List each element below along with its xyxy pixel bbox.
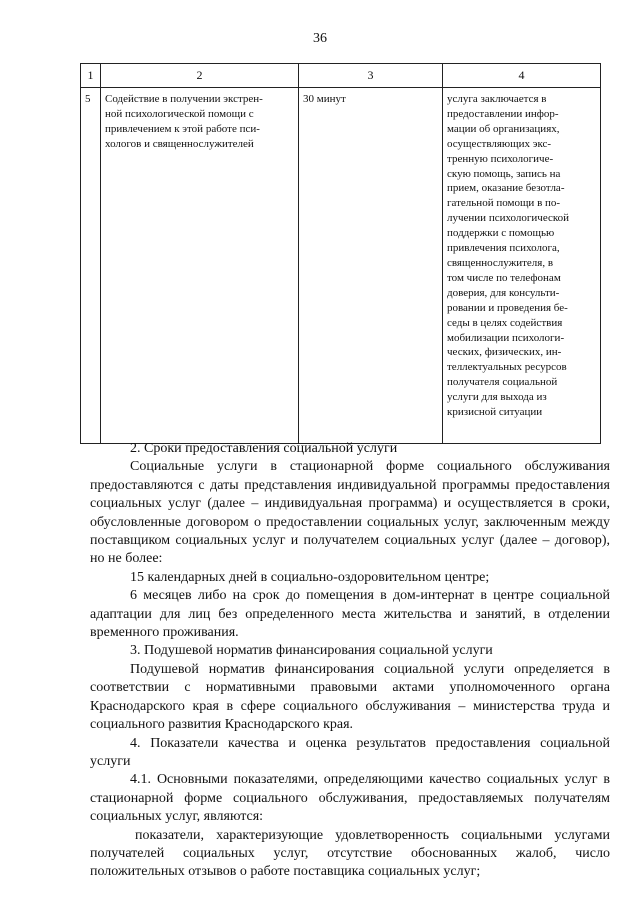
description-line: том числе по телефонам (447, 271, 561, 284)
description-line: получателя социальной (447, 376, 558, 389)
paragraph: 6 месяцев либо на срок до помещения в дом-интернат в центре социальной адаптации для лиц без определенного места жительства и занятий, в отделении временного проживания. (90, 588, 610, 641)
service-name-cell (101, 88, 299, 444)
description-line: услуги для выхода из (447, 391, 547, 404)
header-cell-2: 2 (101, 64, 299, 88)
description-line: гательной помощи в по- (447, 197, 561, 210)
description-line: привлечения психолога, (447, 242, 560, 255)
section-heading-3: 3. Подушевой норматив финансирования социальной услуги (130, 643, 493, 659)
services-table (80, 63, 601, 444)
paragraph: Социальные услуги в стационарной форме социального обслуживания предоставляются с даты представления индивидуальной программы предоставления социальных услуг (далее – индивидуальная программа) и осуществляется в сроки, обусловленные договором о предоставлении социальных услуг, заключенным между поставщиком социальных услуг и получателем социальных услуг (далее – договор), но не более: (90, 459, 610, 567)
paragraph: 4.1. Основными показателями, определяющими качество социальных услуг в стационарной форме социального обслуживания, предоставляемых получателям социальных услуг, являются: (90, 772, 610, 825)
description-line: доверия, для консульти- (447, 286, 560, 299)
description-line: седы в целях содействия (447, 316, 563, 329)
service-name-line: привлечением к этой работе пси- (105, 122, 260, 135)
description-line: теллектуальных ресурсов (447, 361, 567, 374)
section-heading-4: 4. Показатели качества и оценка результатов предоставления социальной услуги (90, 735, 610, 769)
description-line: поддержки с помощью (447, 227, 555, 240)
header-cell-3: 3 (299, 64, 443, 88)
description-line: мации об организациях, (447, 122, 560, 135)
description-line: лучении психологической (447, 212, 570, 225)
description-line: скую помощь, запись на (447, 167, 561, 180)
service-description-cell (443, 88, 601, 444)
table-row (81, 88, 601, 444)
service-term-cell: 30 минут (299, 88, 443, 444)
section-heading-2: 2. Сроки предоставления социальной услуги (130, 441, 398, 456)
description-line: ческих, физических, ин- (447, 346, 562, 359)
header-cell-4: 4 (443, 64, 601, 88)
description-line: тренную психологиче- (447, 152, 554, 165)
service-name-line: Содействие в получении экстрен- (105, 93, 263, 105)
page-number: 36 (313, 31, 327, 46)
service-name-line: ной психологической помощи с (105, 107, 254, 120)
row-number: 5 (81, 88, 101, 444)
table-header-row (81, 64, 601, 88)
header-cell-1: 1 (81, 64, 101, 88)
paragraph: показатели, характеризующие удовлетворенность социальными услугами получателей социальных услуг, отсутствие обоснованных жалоб, число положительных отзывов о работе поставщика социальных услуг; (90, 827, 610, 880)
description-line: осуществляющих экс- (447, 137, 552, 150)
service-name-line: хологов и священнослужителей (105, 137, 254, 150)
description-line: священнослужителя, в (447, 256, 554, 269)
description-line: ровании и проведения бе- (447, 301, 568, 314)
description-line: предоставлении инфор- (447, 107, 559, 120)
description-line: мобилизации психологи- (447, 331, 565, 344)
document-body (90, 440, 610, 882)
description-line: прием, оказание безотла- (447, 182, 565, 195)
paragraph: 15 календарных дней в социально-оздоровительном центре; (130, 569, 490, 585)
description-line: услуга заключается в (447, 93, 547, 105)
paragraph: Подушевой норматив финансирования социальной услуги определяется в соответствии с нормативными правовыми актами уполномоченного органа Краснодарского края в сфере социального обслуживания – министерства труда и социального развития Краснодарского края. (90, 661, 610, 733)
description-line: кризисной ситуации (447, 406, 543, 419)
